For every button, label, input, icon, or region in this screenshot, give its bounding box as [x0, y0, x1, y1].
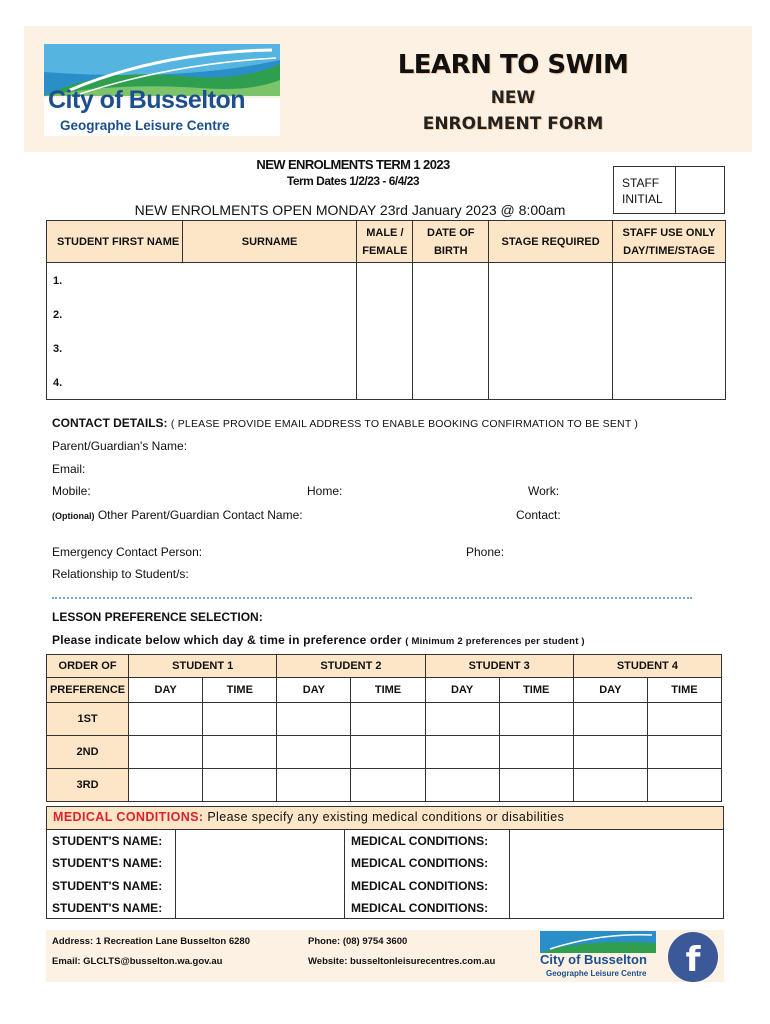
- pref-cell[interactable]: [129, 703, 203, 736]
- other-guardian-label: (Optional) Other Parent/Guardian Contact Name:: [52, 508, 303, 522]
- footer-website[interactable]: Website: busseltonleisurecentres.com.au: [308, 956, 496, 967]
- term-heading: NEW ENROLMENTS TERM 1 2023: [256, 157, 450, 172]
- mobile-label: Mobile:: [52, 484, 91, 498]
- term-dates: Term Dates 1/2/23 - 6/4/23: [286, 174, 420, 188]
- email-label: Email:: [52, 462, 86, 476]
- time-header: TIME: [203, 678, 277, 703]
- pref-cell[interactable]: [647, 703, 721, 736]
- pref-cell[interactable]: [277, 703, 351, 736]
- footer-email[interactable]: Email: GLCLTS@busselton.wa.gov.au: [52, 956, 223, 967]
- footer-logo: [540, 931, 656, 981]
- footer-logo-graphic: [540, 931, 656, 953]
- list-item: 1.: [53, 275, 63, 287]
- pref-cell[interactable]: [499, 736, 573, 769]
- footer-phone: Phone: (08) 9754 3600: [308, 936, 408, 947]
- contact-label: Contact:: [516, 508, 561, 522]
- student-2-header: STUDENT 2: [277, 655, 425, 678]
- student-name-label: STUDENT'S NAME:: [52, 856, 163, 870]
- pref-cell[interactable]: [499, 769, 573, 802]
- form-subtitle-new: NEW: [490, 88, 536, 108]
- time-header: TIME: [499, 678, 573, 703]
- pref-3rd: 3RD: [47, 769, 129, 802]
- list-item: 2.: [53, 309, 63, 321]
- preference-header: PREFERENCE: [47, 678, 129, 703]
- col-surname: SURNAME: [182, 221, 357, 263]
- pref-cell[interactable]: [351, 769, 425, 802]
- pref-cell[interactable]: [129, 769, 203, 802]
- pref-cell[interactable]: [647, 769, 721, 802]
- enrolments-open-notice: NEW ENROLMENTS OPEN MONDAY 23rd January 2023 @ 8:00am: [134, 202, 566, 218]
- pref-cell[interactable]: [351, 736, 425, 769]
- staff-use-cell[interactable]: [613, 263, 726, 400]
- home-label: Home:: [307, 484, 343, 498]
- form-subtitle-enrolment: ENROLMENT FORM: [422, 114, 604, 134]
- pref-cell[interactable]: [573, 703, 647, 736]
- staff-initial-label: STAFF INITIAL: [614, 167, 676, 213]
- phone-label: Phone:: [466, 545, 505, 559]
- male-female-cell[interactable]: [357, 263, 413, 400]
- guardian-name-label: Parent/Guardian's Name:: [52, 439, 188, 453]
- pref-cell[interactable]: [203, 736, 277, 769]
- medical-conditions-label: MEDICAL CONDITIONS:: [351, 856, 489, 870]
- pref-cell[interactable]: [499, 703, 573, 736]
- pref-1st: 1ST: [47, 703, 129, 736]
- student-1-header: STUDENT 1: [129, 655, 277, 678]
- day-header: DAY: [573, 678, 647, 703]
- student-name-label: STUDENT'S NAME:: [52, 834, 163, 848]
- facebook-icon[interactable]: f: [668, 932, 718, 982]
- pref-cell[interactable]: [277, 736, 351, 769]
- medical-conditions-label: MEDICAL CONDITIONS:: [351, 834, 489, 848]
- pref-cell[interactable]: [573, 769, 647, 802]
- col-stage-required: STAGE REQUIRED: [489, 221, 613, 263]
- student-name-label: STUDENT'S NAME:: [52, 901, 163, 915]
- form-title: LEARN TO SWIM: [397, 50, 629, 80]
- student-name-label: STUDENT'S NAME:: [52, 879, 163, 893]
- pref-cell[interactable]: [425, 703, 499, 736]
- day-header: DAY: [425, 678, 499, 703]
- lesson-preference-instructions: Please indicate below which day & time in preference order ( Minimum 2 preferences per student ): [52, 633, 585, 647]
- medical-conditions-field[interactable]: [509, 830, 724, 919]
- medical-heading: MEDICAL CONDITIONS: Please specify any existing medical conditions or disabilities: [47, 807, 723, 830]
- student-3-header: STUDENT 3: [425, 655, 573, 678]
- pref-cell[interactable]: [647, 736, 721, 769]
- student-details-table: [46, 220, 726, 400]
- pref-cell[interactable]: [203, 703, 277, 736]
- pref-cell[interactable]: [129, 736, 203, 769]
- list-item: 4.: [53, 377, 63, 389]
- logo-name: City of Busselton: [48, 86, 246, 114]
- lesson-preference-heading: LESSON PREFERENCE SELECTION:: [52, 610, 263, 624]
- time-header: TIME: [647, 678, 721, 703]
- student-names-cell[interactable]: [47, 263, 357, 400]
- section-divider: [52, 597, 692, 599]
- footer-logo-subtitle: Geographe Leisure Centre: [546, 969, 647, 978]
- dob-cell[interactable]: [413, 263, 489, 400]
- student-name-field[interactable]: [175, 830, 345, 919]
- order-of-header: ORDER OF: [47, 655, 129, 678]
- col-staff-use-only: STAFF USE ONLY DAY/TIME/STAGE: [613, 221, 726, 263]
- pref-cell[interactable]: [425, 769, 499, 802]
- pref-cell[interactable]: [425, 736, 499, 769]
- footer-logo-name: City of Busselton: [540, 952, 647, 967]
- col-student-first-name: STUDENT FIRST NAME: [47, 221, 183, 263]
- medical-conditions-label: MEDICAL CONDITIONS:: [351, 901, 489, 915]
- medical-conditions-label: MEDICAL CONDITIONS:: [351, 879, 489, 893]
- staff-initial-field[interactable]: [676, 167, 724, 213]
- col-date-of-birth: DATE OF BIRTH: [413, 221, 489, 263]
- student-4-header: STUDENT 4: [573, 655, 721, 678]
- list-item: 3.: [53, 343, 63, 355]
- day-header: DAY: [277, 678, 351, 703]
- city-of-busselton-logo: [40, 42, 284, 138]
- col-male-female: MALE / FEMALE: [357, 221, 413, 263]
- day-header: DAY: [129, 678, 203, 703]
- emergency-contact-label: Emergency Contact Person:: [52, 545, 203, 559]
- pref-cell[interactable]: [351, 703, 425, 736]
- footer-address: Address: 1 Recreation Lane Busselton 6280: [52, 936, 250, 947]
- pref-cell[interactable]: [573, 736, 647, 769]
- relationship-label: Relationship to Student/s:: [52, 567, 189, 581]
- pref-cell[interactable]: [277, 769, 351, 802]
- medical-conditions-section: [46, 806, 724, 919]
- lesson-preference-table: [46, 654, 722, 802]
- logo-subtitle: Geographe Leisure Centre: [60, 118, 230, 133]
- work-label: Work:: [528, 484, 560, 498]
- stage-cell[interactable]: [489, 263, 613, 400]
- contact-details-heading: CONTACT DETAILS: ( PLEASE PROVIDE EMAIL ADDRESS TO ENABLE BOOKING CONFIRMATION TO BE SENT ): [52, 416, 639, 430]
- time-header: TIME: [351, 678, 425, 703]
- pref-cell[interactable]: [203, 769, 277, 802]
- staff-initial-box: [613, 166, 725, 214]
- pref-2nd: 2ND: [47, 736, 129, 769]
